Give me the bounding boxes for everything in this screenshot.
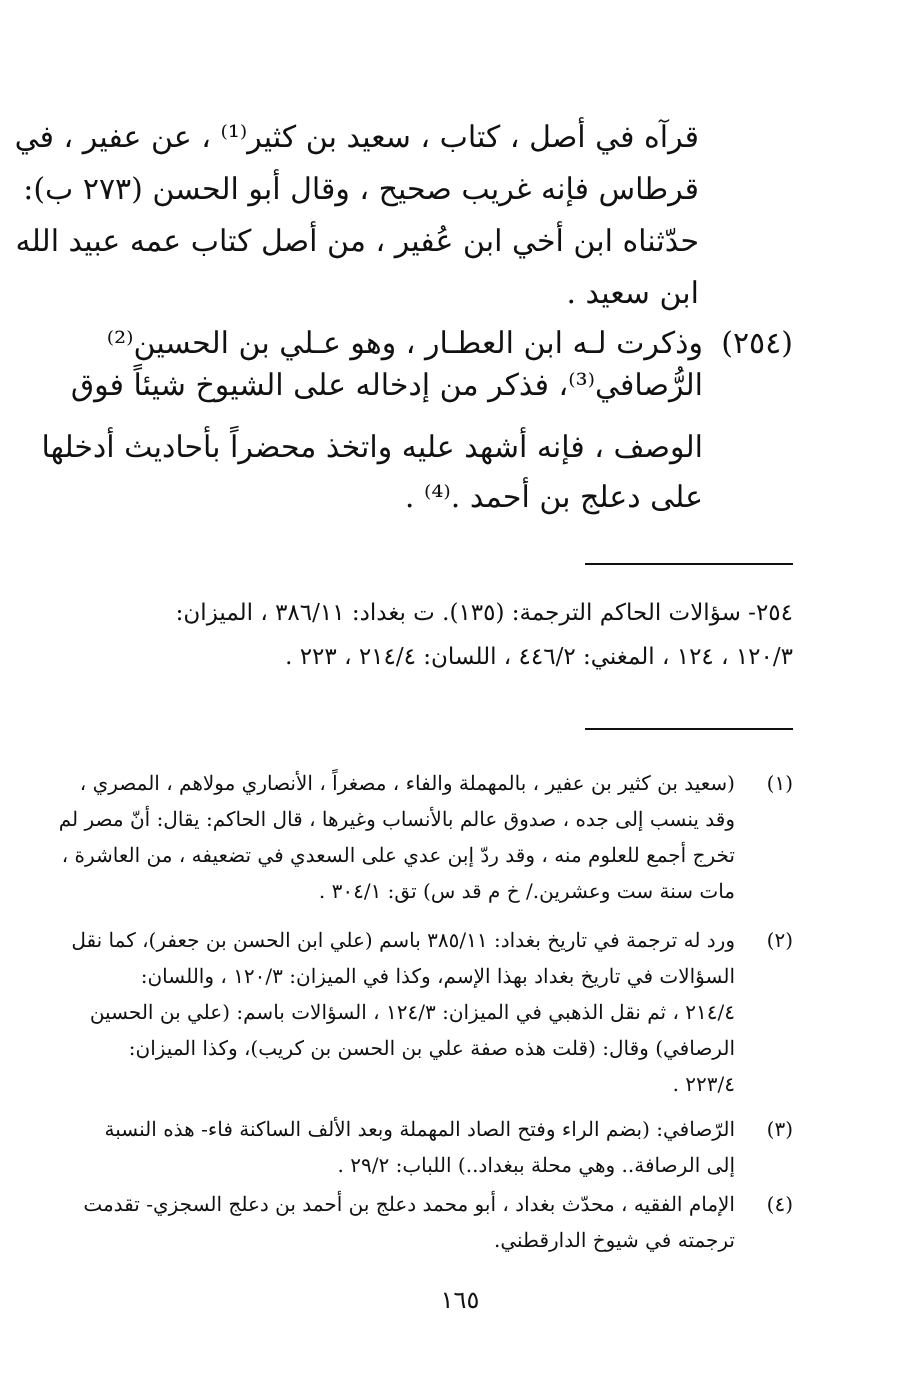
entry-text-line: على دعلج بن أحمد .⁽⁴⁾ . [404,480,703,515]
footnote-line: السؤالات في تاريخ بغداد بهذا الإسم، وكذا في الميزان: ١٢٠/٣ ، واللسان: [140,964,735,988]
page-number: ١٦٥ [440,1286,480,1314]
footnote-number: (١) [766,771,793,795]
footnote-line: الرصافي) وقال: (قلت هذه صفة علي بن الحسن بن كريب)، وكذا الميزان: [128,1036,735,1060]
footnote-line: إلى الرصافة.. وهي محلة ببغداد..) اللباب: ٢٩/٢ . [337,1153,735,1177]
main-text-line: قرآه في أصل ، كتاب ، سعيد بن كثير⁽¹⁾ ، عن عفير ، في [14,120,699,155]
footnote-line: مات سنة ست وعشرين./ خ م قد س) تق: ٣٠٤/١ . [318,879,735,903]
entry-text-line: وذكرت لـه ابن العطـار ، وهو عـلي بن الحسين⁽²⁾ [106,326,703,361]
main-text-line: قرطاس فإنه غريب صحيح ، وقال أبو الحسن (٢٧٣ ب): [23,172,699,207]
entry-text-line: الوصف ، فإنه أشهد عليه واتخذ محضراً بأحاديث أدخلها [41,430,703,465]
entry-text-line: الرُّصافي⁽³⁾، فذكر من إدخاله على الشيوخ شيئاً فوق [70,368,703,403]
footnote-number: (٣) [766,1117,793,1141]
footnote-line: الرّصافي: (بضم الراء وفتح الصاد المهملة وبعد الألف الساكنة فاء- هذه النسبة [104,1117,735,1141]
footnote-line: وقد ينسب إلى جده ، صدوق عالم بالأنساب وغيرها ، قال الحاكم: يقال: أنّ مصر لم [58,807,735,831]
footnote-line: ٢٢٣/٤ . [672,1072,735,1096]
entry-number: (٢٥٤) [721,326,793,361]
source-line: ١٢٠/٣ ، ١٢٤ ، المغني: ٤٤٦/٢ ، اللسان: ٢١٤/٤ ، ٢٢٣ . [285,644,793,670]
footnote-number: (٤) [766,1192,793,1216]
footnote-line: (سعيد بن كثير بن عفير ، بالمهملة والفاء ، مصغراً ، الأنصاري مولاهم ، المصري ، [79,771,735,795]
footnote-number: (٢) [766,928,793,952]
footnote-line: ٢١٤/٤ ، ثم نقل الذهبي في الميزان: ١٢٤/٣ ، السؤالات باسم: (علي بن الحسين [89,1000,735,1024]
footnote-line: ورد له ترجمة في تاريخ بغداد: ٣٨٥/١١ باسم (علي ابن الحسن بن جعفر)، كما نقل [71,928,735,952]
source-line: ٢٥٤- سؤالات الحاكم الترجمة: (١٣٥). ت بغداد: ٣٨٦/١١ ، الميزان: [175,600,793,626]
main-text-line: حدّثناه ابن أخي ابن عُفير ، من أصل كتاب عمه عبيد الله [15,224,699,259]
footnote-line: تخرج أجمع للعلوم منه ، وقد ردّ إبن عدي على السعدي في تضعيفه ، من العاشرة ، [61,843,735,867]
main-text-line: ابن سعيد . [566,276,699,311]
footnotes-separator-rule [585,728,793,730]
footnote-line: الإمام الفقيه ، محدّث بغداد ، أبو محمد دعلج بن أحمد بن دعلج السجزي- تقدمت [83,1192,735,1216]
footnote-line: ترجمته في شيوخ الدارقطني. [493,1228,735,1252]
separator-rule [585,563,793,565]
